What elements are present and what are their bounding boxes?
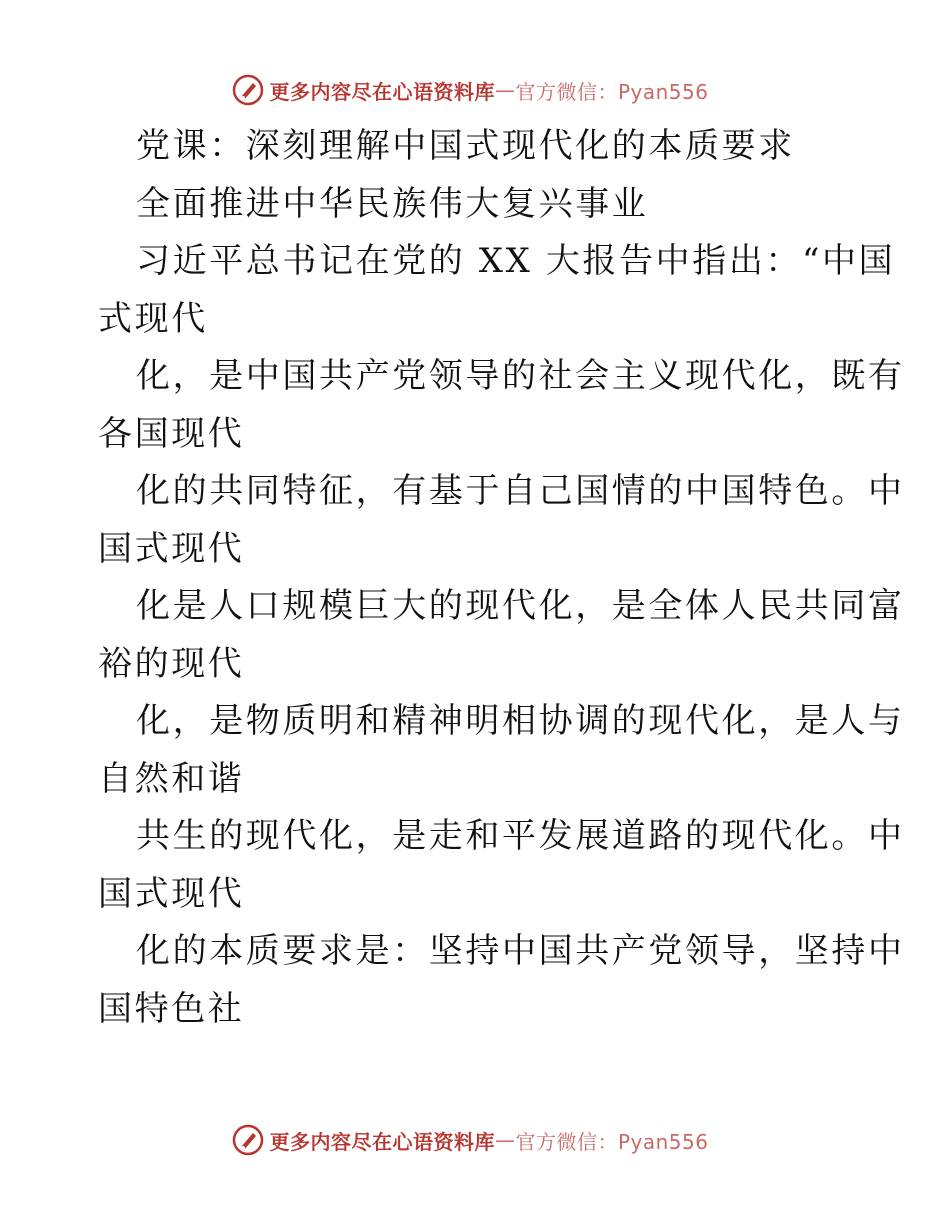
watermark-dash: —: [494, 1128, 516, 1152]
header-watermark: [0, 70, 950, 110]
doc-subtitle-line: 全面推进中华民族伟大复兴事业: [136, 183, 649, 224]
watermark-wechat-text: 官方微信：Pyan556: [515, 1129, 709, 1154]
paragraph-line: 共生的现代化，是走和平发展道路的现代化。中: [136, 816, 905, 856]
pen-nib-logo-icon: [231, 1123, 265, 1157]
paragraph-line: 自然和谐: [98, 758, 245, 799]
paragraph-line: 各国现代: [98, 413, 245, 454]
document-body: [98, 118, 905, 1038]
paragraph-line: 习近平总书记在党的 XX 大报告中指出：“中国: [136, 241, 896, 281]
paragraph-line: 化的共同特征，有基于自己国情的中国特色。中: [136, 471, 905, 511]
paragraph-line: 国式现代: [98, 873, 245, 914]
footer-watermark: [0, 1120, 950, 1160]
watermark-brand-text: 更多内容尽在心语资料库: [269, 1129, 495, 1154]
paragraph-line: 式现代: [98, 298, 208, 339]
paragraph-line: 化，是物质明和精神明相协调的现代化，是人与: [136, 701, 905, 741]
paragraph-line: 化的本质要求是：坚持中国共产党领导，坚持中: [136, 931, 905, 971]
paragraph-line: 国特色社: [98, 988, 245, 1029]
paragraph-line: 化，是中国共产党领导的社会主义现代化，既有: [136, 356, 905, 396]
paragraph-line: 裕的现代: [98, 643, 245, 684]
watermark-brand-text: 更多内容尽在心语资料库: [269, 79, 495, 104]
watermark-wechat-text: 官方微信：Pyan556: [515, 79, 709, 104]
paragraph-line: 国式现代: [98, 528, 245, 569]
paragraph-line: 化是人口规模巨大的现代化，是全体人民共同富: [136, 586, 905, 626]
doc-title-line: 党课：深刻理解中国式现代化的本质要求: [136, 126, 795, 166]
pen-nib-logo-icon: [231, 73, 265, 107]
watermark-dash: —: [494, 78, 516, 102]
